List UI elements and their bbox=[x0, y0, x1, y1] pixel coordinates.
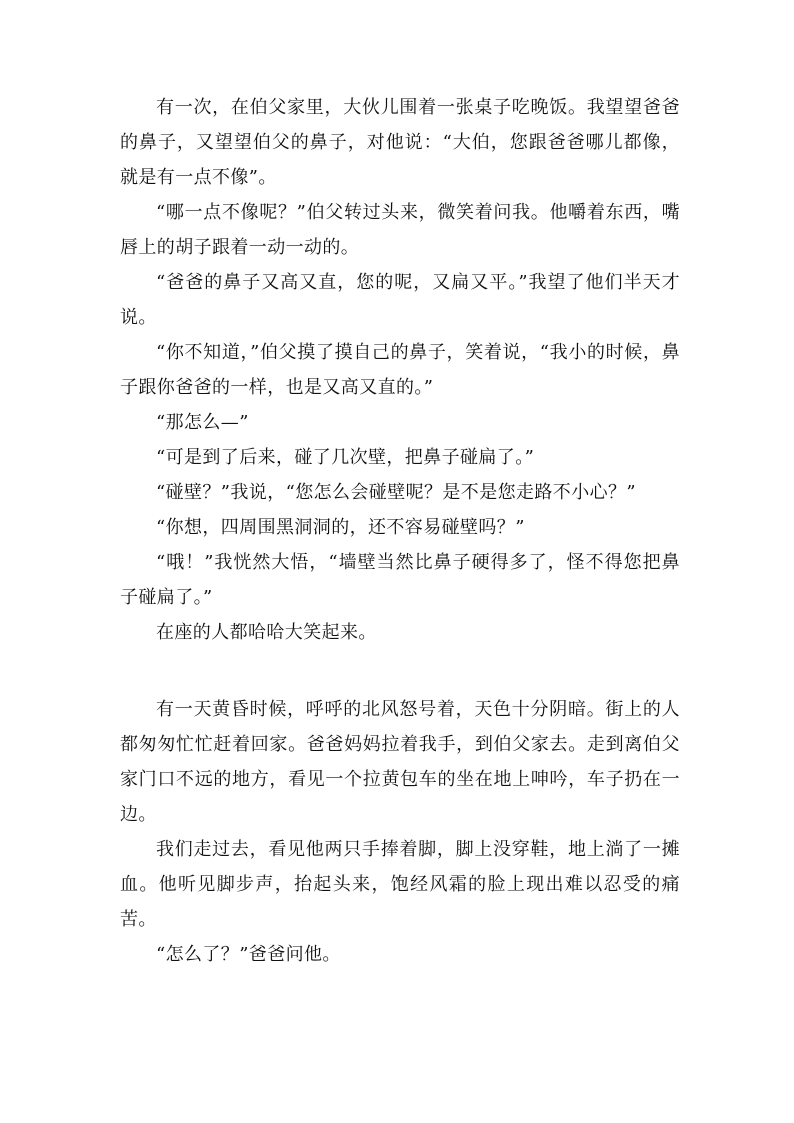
paragraph: “那怎么—” bbox=[156, 412, 249, 433]
paragraph: 在座的人都哈哈大笑起来。 bbox=[156, 622, 377, 643]
paragraph: “你不知道，”伯父摸了摸自己的鼻子，笑着说，“我小的时候，鼻子跟你爸爸的一样，也是又高又直的。” bbox=[120, 342, 680, 398]
paragraph: “可是到了后来，碰了几次壁，把鼻子碰扁了。” bbox=[156, 447, 535, 468]
paragraph: “哪一点不像呢？”伯父转过头来，微笑着问我。他嚼着东西，嘴唇上的胡子跟着一动一动的。 bbox=[120, 202, 680, 258]
paragraph: 有一天黄昏时候，呼呼的北风怒号着，天色十分阴暗。街上的人都匆匆忙忙赶着回家。爸爸妈妈拉着我手，到伯父家去。走到离伯父家门口不远的地方，看见一个拉黄包车的坐在地上呻吟，车子扔在一边。 bbox=[120, 699, 680, 825]
story-text bbox=[120, 90, 680, 972]
paragraph: “爸爸的鼻子又高又直，您的呢，又扁又平。”我望了他们半天才说。 bbox=[120, 272, 680, 328]
paragraph: 有一次，在伯父家里，大伙儿围着一张桌子吃晚饭。我望望爸爸的鼻子，又望望伯父的鼻子，对他说：“大伯，您跟爸爸哪儿都像，就是有一点不像”。 bbox=[120, 97, 680, 188]
section-dinner bbox=[120, 90, 680, 650]
paragraph: “碰壁？”我说，“您怎么会碰壁呢？是不是您走路不小心？” bbox=[156, 482, 637, 503]
paragraph: “哦！”我恍然大悟，“墙壁当然比鼻子硬得多了，怪不得您把鼻子碰扁了。” bbox=[120, 552, 680, 608]
paragraph: “你想，四周围黑洞洞的，还不容易碰壁吗？” bbox=[156, 517, 525, 538]
section-rickshaw bbox=[120, 692, 680, 972]
paragraph: 我们走过去，看见他两只手捧着脚，脚上没穿鞋，地上淌了一摊血。他听见脚步声，抬起头来，饱经风霜的脸上现出难以忍受的痛苦。 bbox=[120, 839, 680, 930]
paragraph: “怎么了？”爸爸问他。 bbox=[156, 944, 341, 965]
